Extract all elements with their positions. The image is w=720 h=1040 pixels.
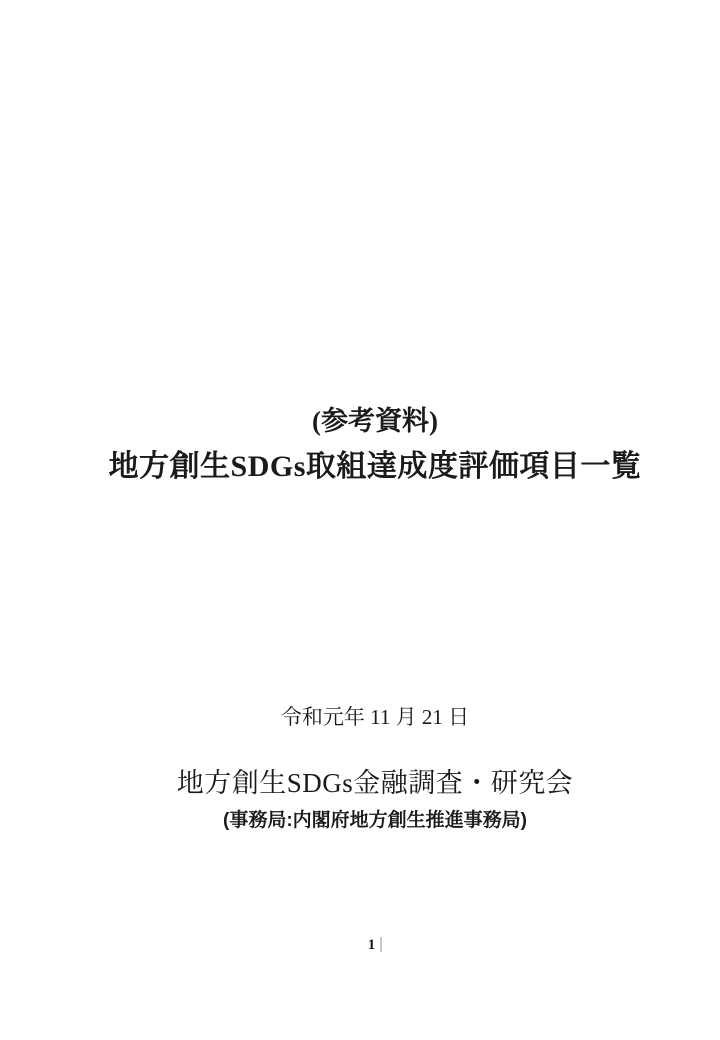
document-title: 地方創生SDGs取組達成度評価項目一覧 [108,450,642,483]
page-number: 1 [367,937,376,953]
document-date: 令和元年 11 月 21 日 [280,705,470,729]
organization-name: 地方創生SDGs金融調査・研究会 [176,768,574,798]
footer-separator-bar [380,937,382,952]
page-footer [0,936,720,954]
title-prefix: (参考資料) [312,406,438,436]
secretariat-note: (事務局:内閣府地方創生推進事務局) [223,810,527,831]
